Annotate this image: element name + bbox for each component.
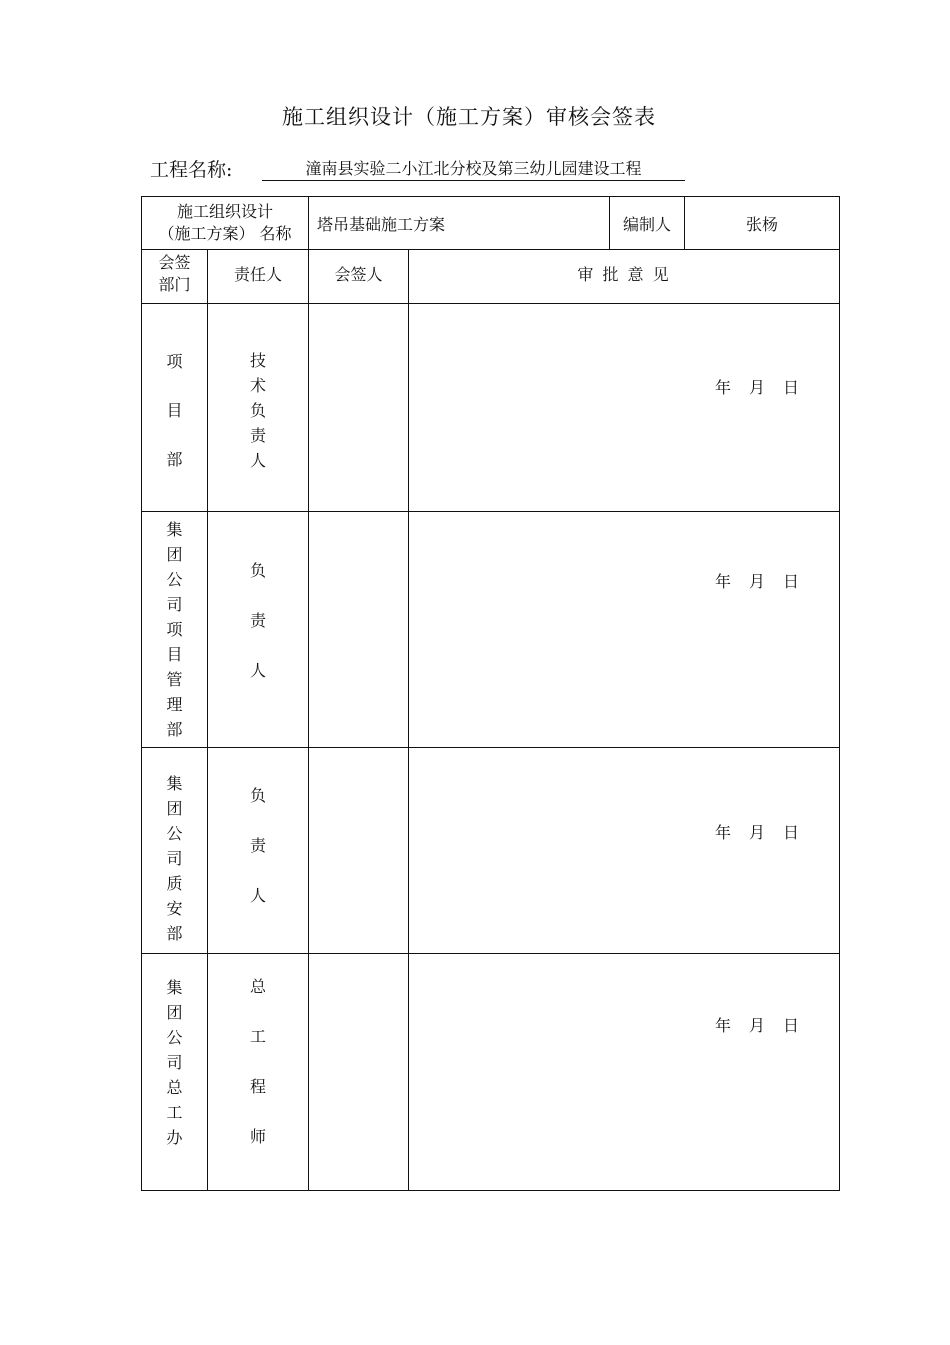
role-char: 人 (249, 451, 266, 470)
dept-char: 部 (166, 924, 183, 943)
role-char: 程 (249, 1077, 266, 1096)
dept-char: 项 (166, 352, 183, 371)
role-char: 负 (249, 785, 266, 805)
dept-cell (142, 512, 208, 748)
dept-cell (142, 748, 208, 954)
role-cell (208, 304, 309, 512)
author-label: 编制人 (610, 197, 685, 250)
col-dept-line1: 会签 (158, 253, 191, 272)
date-line: 年 月 日 (714, 1016, 800, 1035)
dept-cell (142, 304, 208, 512)
dept-char: 司 (166, 1052, 183, 1072)
role-char: 人 (249, 885, 266, 905)
page-title: 施工组织设计（施工方案）审核会签表 (282, 105, 656, 129)
col-dept-line2: 部门 (158, 275, 191, 294)
dept-char: 团 (166, 545, 183, 564)
role-char: 责 (249, 610, 266, 630)
opinion-cell[interactable] (409, 304, 840, 512)
table-row (142, 304, 840, 512)
date-line: 年 月 日 (714, 822, 800, 842)
table-row (142, 512, 840, 748)
dept-char: 目 (166, 645, 183, 664)
dept-char: 总 (166, 1077, 183, 1097)
role-char: 责 (249, 426, 266, 445)
col-responsible-header: 责任人 (208, 250, 309, 304)
dept-char: 团 (166, 799, 183, 818)
dept-char: 项 (166, 620, 183, 639)
dept-char: 公 (166, 570, 183, 589)
dept-char: 司 (166, 595, 183, 614)
project-name-label: 工程名称: (150, 159, 233, 181)
role-char: 技 (249, 351, 266, 370)
col-opinion-header: 审 批 意 见 (409, 250, 840, 304)
dept-char: 集 (166, 520, 183, 539)
dept-char: 部 (166, 720, 183, 739)
scheme-label-line1: 施工组织设计 (176, 202, 273, 221)
dept-char: 理 (166, 695, 183, 714)
dept-char: 公 (166, 1027, 183, 1047)
scheme-label-line2: （施工方案） 名称 (158, 224, 292, 243)
opinion-cell[interactable] (409, 748, 840, 954)
dept-char: 安 (166, 899, 183, 918)
author-name: 张杨 (685, 197, 840, 250)
project-name-value: 潼南县实验二小江北分校及第三幼儿园建设工程 (262, 158, 685, 181)
role-char: 师 (249, 1127, 266, 1146)
scheme-label-cell (142, 197, 309, 250)
role-char: 术 (249, 376, 266, 395)
dept-char: 质 (166, 874, 183, 893)
role-cell (208, 748, 309, 954)
role-char: 总 (249, 977, 266, 996)
col-dept-header (142, 250, 208, 304)
date-line: 年 月 日 (714, 377, 800, 397)
role-char: 负 (249, 560, 266, 580)
signer-cell[interactable] (309, 954, 409, 1191)
column-header-row (142, 250, 840, 304)
date-line: 年 月 日 (714, 571, 800, 591)
role-cell (208, 954, 309, 1191)
dept-char: 集 (166, 977, 183, 997)
table-row (142, 954, 840, 1191)
dept-char: 目 (166, 401, 183, 420)
role-char: 人 (249, 660, 266, 680)
signer-cell[interactable] (309, 512, 409, 748)
scheme-row (142, 197, 840, 250)
dept-char: 集 (166, 774, 183, 793)
scheme-name: 塔吊基础施工方案 (309, 197, 610, 250)
role-char: 负 (249, 401, 266, 420)
dept-char: 团 (166, 1002, 183, 1022)
signer-cell[interactable] (309, 304, 409, 512)
dept-char: 公 (166, 824, 183, 843)
dept-cell (142, 954, 208, 1191)
dept-char: 工 (166, 1102, 183, 1122)
role-char: 责 (249, 835, 266, 855)
approval-table (141, 196, 840, 1191)
role-char: 工 (249, 1027, 266, 1046)
dept-char: 部 (166, 450, 183, 469)
opinion-cell[interactable] (409, 954, 840, 1191)
signer-cell[interactable] (309, 748, 409, 954)
dept-char: 办 (166, 1127, 183, 1147)
table-row (142, 748, 840, 954)
opinion-cell[interactable] (409, 512, 840, 748)
dept-char: 司 (166, 849, 183, 868)
col-signer-header: 会签人 (309, 250, 409, 304)
dept-char: 管 (166, 670, 183, 689)
role-cell (208, 512, 309, 748)
